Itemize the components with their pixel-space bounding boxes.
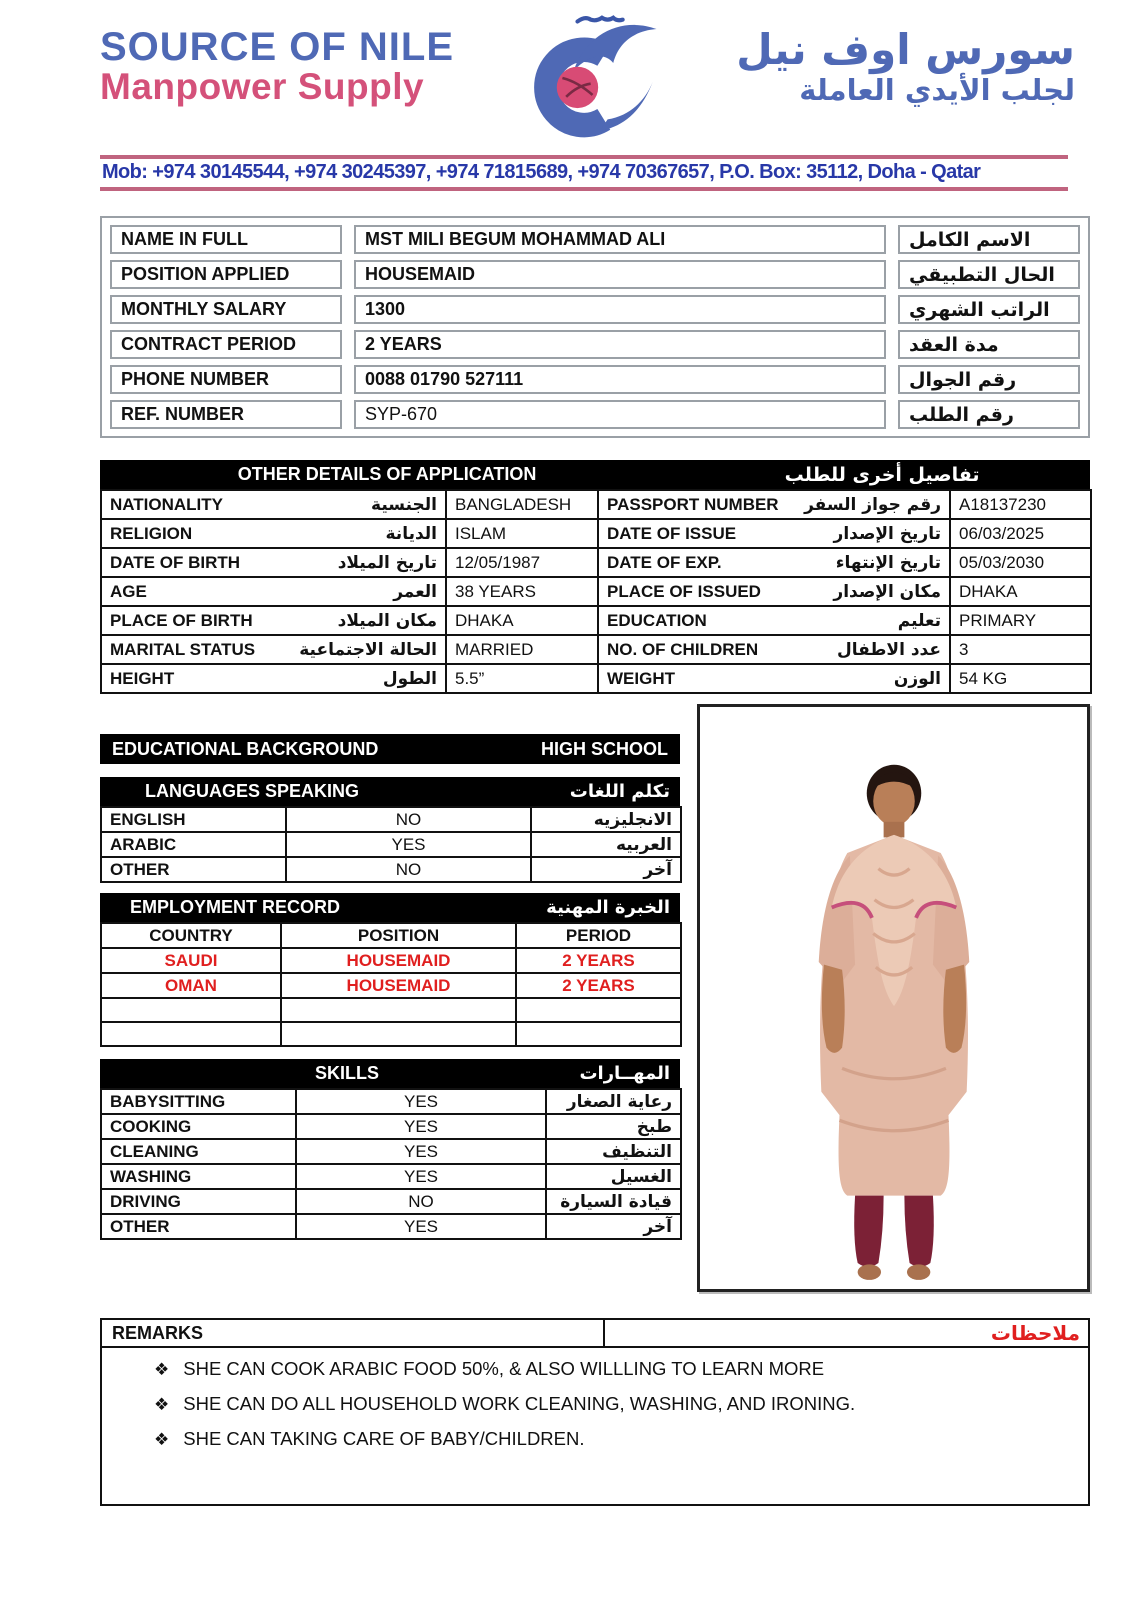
column-header-period: PERIOD [516,923,681,948]
skill-label: BABYSITTING [101,1089,296,1114]
field-label: DATE OF BIRTH [110,552,241,572]
lower-section [100,704,1090,1304]
agency-name-arabic: سورس اوف نيل [736,25,1075,74]
skill-label: CLEANING [101,1139,296,1164]
employment-position: HOUSEMAID [281,973,516,998]
field-label-arabic: رقم الجوال [898,365,1080,394]
field-value-name-in-full: MST MILI BEGUM MOHAMMAD ALI [354,225,886,254]
skill-label-arabic: طبخ [546,1114,681,1139]
field-label: NATIONALITY [110,494,224,514]
field-value-contract-period: 2 YEARS [354,330,886,359]
skill-value: NO [296,1189,546,1214]
section-title: OTHER DETAILS OF APPLICATION [237,464,537,484]
field-value-marital-status: MARRIED [446,635,598,664]
remarks-section [100,1318,1090,1506]
table-row [101,490,1091,519]
employment-position [281,1022,516,1046]
field-value-educational-background: HIGH SCHOOL [540,738,668,759]
table-row [110,225,1080,254]
employment-country [101,1022,281,1046]
field-label-arabic: الراتب الشهري [898,295,1080,324]
employment-period: 2 YEARS [516,948,681,973]
field-value-position-applied: HOUSEMAID [354,260,886,289]
field-value-place-of-birth: DHAKA [446,606,598,635]
employment-position [281,998,516,1022]
educational-background-bar [100,734,680,764]
remark-text: SHE CAN DO ALL HOUSEHOLD WORK CLEANING, WASHING, AND IRONING. [183,1393,856,1414]
language-value: YES [286,832,531,857]
field-label: POSITION APPLIED [110,260,342,289]
skill-label: OTHER [101,1214,296,1239]
field-label: PLACE OF ISSUED [607,581,761,601]
skill-label-arabic: التنظيف [546,1139,681,1164]
field-value-phone-number: 0088 01790 527111 [354,365,886,394]
field-label-arabic: رقم جواز السفر [804,494,941,515]
field-label: DATE OF EXP. [607,552,722,572]
section-title-arabic: الخبرة المهنية [546,897,670,918]
table-row [101,1089,681,1114]
language-label: OTHER [101,857,286,882]
lower-left-column [100,704,680,1240]
employment-country: SAUDI [101,948,281,973]
field-label-arabic: الديانة [385,523,437,544]
table-row [101,635,1091,664]
employment-period: 2 YEARS [516,973,681,998]
field-value-nationality: BANGLADESH [446,490,598,519]
languages-section [100,777,680,883]
section-title: REMARKS [100,1318,605,1348]
skill-value: YES [296,1114,546,1139]
table-row [101,606,1091,635]
field-label-arabic: الحالة الاجتماعية [299,639,437,660]
field-value-ref-number: SYP-670 [354,400,886,429]
field-label: EDUCATION [607,610,707,630]
field-label-arabic: عدد الاطفال [837,639,941,660]
table-row [101,577,1091,606]
table-row [110,260,1080,289]
agency-contact-line: Mob: +974 30145544, +974 30245397, +974 71815689, +974 70367657, P.O. Box: 35112, Doha - Qatar [100,155,1068,191]
field-label: MONTHLY SALARY [110,295,342,324]
employment-record-header [100,893,680,922]
field-label: NAME IN FULL [110,225,342,254]
field-label-arabic: الجنسية [371,494,437,515]
table-row [101,519,1091,548]
field-label: PHONE NUMBER [110,365,342,394]
table-row [101,1164,681,1189]
field-label-arabic: الطول [382,668,437,689]
remarks-body [100,1348,1090,1506]
table-row [101,1189,681,1214]
field-label-arabic: مدة العقد [898,330,1080,359]
agency-name-english: SOURCE OF NILE [100,25,455,69]
remark-item [154,1393,1078,1415]
skill-value: YES [296,1164,546,1189]
table-row [101,998,681,1022]
field-label-arabic: العمر [393,581,437,602]
agency-logo-icon [490,14,680,147]
field-label: REF. NUMBER [110,400,342,429]
other-details-section [100,460,1090,694]
field-label: AGE [110,581,147,601]
table-row [110,295,1080,324]
employment-period [516,1022,681,1046]
field-label: RELIGION [110,523,193,543]
table-header-row [101,923,681,948]
table-row [101,948,681,973]
language-label-arabic: آخر [531,857,681,882]
field-value-date-of-issue: 06/03/2025 [950,519,1091,548]
section-title: EMPLOYMENT RECORD [130,897,341,917]
skill-value: YES [296,1089,546,1114]
section-title-arabic: تكلم اللغات [569,781,670,802]
skill-label: WASHING [101,1164,296,1189]
field-label: MARITAL STATUS [110,639,256,659]
field-label: HEIGHT [110,668,175,688]
language-label: ENGLISH [101,807,286,832]
skills-table [100,1088,682,1240]
field-value-education: PRIMARY [950,606,1091,635]
applicant-photo [697,704,1090,1292]
languages-header [100,777,680,806]
remark-text: SHE CAN COOK ARABIC FOOD 50%, & ALSO WILLLING TO LEARN MORE [183,1358,825,1379]
field-label-arabic: مكان الميلاد [337,610,437,631]
column-header-country: COUNTRY [101,923,281,948]
table-row [110,330,1080,359]
remark-item [154,1428,1078,1450]
column-header-position: POSITION [281,923,516,948]
section-title: EDUCATIONAL BACKGROUND [112,738,379,759]
remark-item [154,1358,1078,1380]
field-value-religion: ISLAM [446,519,598,548]
table-row [101,664,1091,693]
table-row [101,807,681,832]
skill-label-arabic: رعاية الصغار [546,1089,681,1114]
field-label: PASSPORT NUMBER [607,494,779,514]
employment-record-section [100,893,680,1047]
employment-country [101,998,281,1022]
skill-label-arabic: الغسيل [546,1164,681,1189]
field-label: PLACE OF BIRTH [110,610,253,630]
table-row [110,365,1080,394]
language-value: NO [286,857,531,882]
language-value: NO [286,807,531,832]
field-label: DATE OF ISSUE [607,523,737,543]
section-title: SKILLS [315,1063,380,1083]
diamond-bullet-icon: ❖ [154,1395,170,1414]
other-details-table [100,489,1092,694]
language-label-arabic: الانجليزيه [531,807,681,832]
agency-brand-arabic [736,26,1075,108]
skill-label: COOKING [101,1114,296,1139]
table-row [101,548,1091,577]
field-label: WEIGHT [607,668,675,688]
field-value-place-of-issued: DHAKA [950,577,1091,606]
employment-period [516,998,681,1022]
language-label: ARABIC [101,832,286,857]
table-row [101,1214,681,1239]
applicant-photo-figure [764,744,1024,1289]
field-label-arabic: مكان الإصدار [833,581,941,602]
skill-label-arabic: آخر [546,1214,681,1239]
table-row [101,857,681,882]
agency-tagline-english: Manpower Supply [100,66,425,107]
field-label-arabic: تاريخ الميلاد [337,552,437,573]
field-label-arabic: الاسم الكامل [898,225,1080,254]
section-title: LANGUAGES SPEAKING [145,781,360,801]
employment-country: OMAN [101,973,281,998]
skill-label: DRIVING [101,1189,296,1214]
applicant-summary-table [100,216,1090,438]
table-row [101,1022,681,1046]
table-row [101,1139,681,1164]
agency-tagline-arabic: لجلب الأيدي العاملة [799,73,1075,108]
skill-value: YES [296,1139,546,1164]
diamond-bullet-icon: ❖ [154,1430,170,1449]
field-value-monthly-salary: 1300 [354,295,886,324]
employment-position: HOUSEMAID [281,948,516,973]
field-value-age: 38 YEARS [446,577,598,606]
table-row [101,973,681,998]
table-row [101,1114,681,1139]
field-label-arabic: الوزن [893,668,941,689]
section-title-arabic: ملاحظات [990,1321,1080,1345]
field-value-height: 5.5” [446,664,598,693]
skill-label-arabic: قيادة السيارة [546,1189,681,1214]
section-title-arabic: تفاصيل أخرى للطلب [784,463,980,486]
remark-text: SHE CAN TAKING CARE OF BABY/CHILDREN. [183,1428,585,1449]
skills-section [100,1059,680,1240]
agency-header [100,26,1075,147]
section-title-arabic: المهــارات [579,1063,670,1084]
field-label-arabic: الحال التطبيقي [898,260,1080,289]
employment-record-table [100,922,682,1047]
agency-brand-english [100,26,454,107]
field-label: NO. OF CHILDREN [607,639,759,659]
table-row [101,832,681,857]
field-value-no-of-children: 3 [950,635,1091,664]
language-label-arabic: العربيه [531,832,681,857]
remarks-header [100,1318,1090,1348]
field-label-arabic: رقم الطلب [898,400,1080,429]
field-label-arabic: تعليم [897,610,941,631]
field-value-passport-number: A18137230 [950,490,1091,519]
field-value-weight: 54 KG [950,664,1091,693]
field-value-date-of-birth: 12/05/1987 [446,548,598,577]
field-label-arabic: تاريخ الإنتهاء [835,552,941,573]
table-row [110,400,1080,429]
other-details-header [100,460,1090,489]
diamond-bullet-icon: ❖ [154,1360,170,1379]
field-label-arabic: تاريخ الإصدار [833,523,941,544]
field-value-date-of-exp: 05/03/2030 [950,548,1091,577]
skills-header [100,1059,680,1088]
skill-value: YES [296,1214,546,1239]
languages-table [100,806,682,883]
field-label: CONTRACT PERIOD [110,330,342,359]
